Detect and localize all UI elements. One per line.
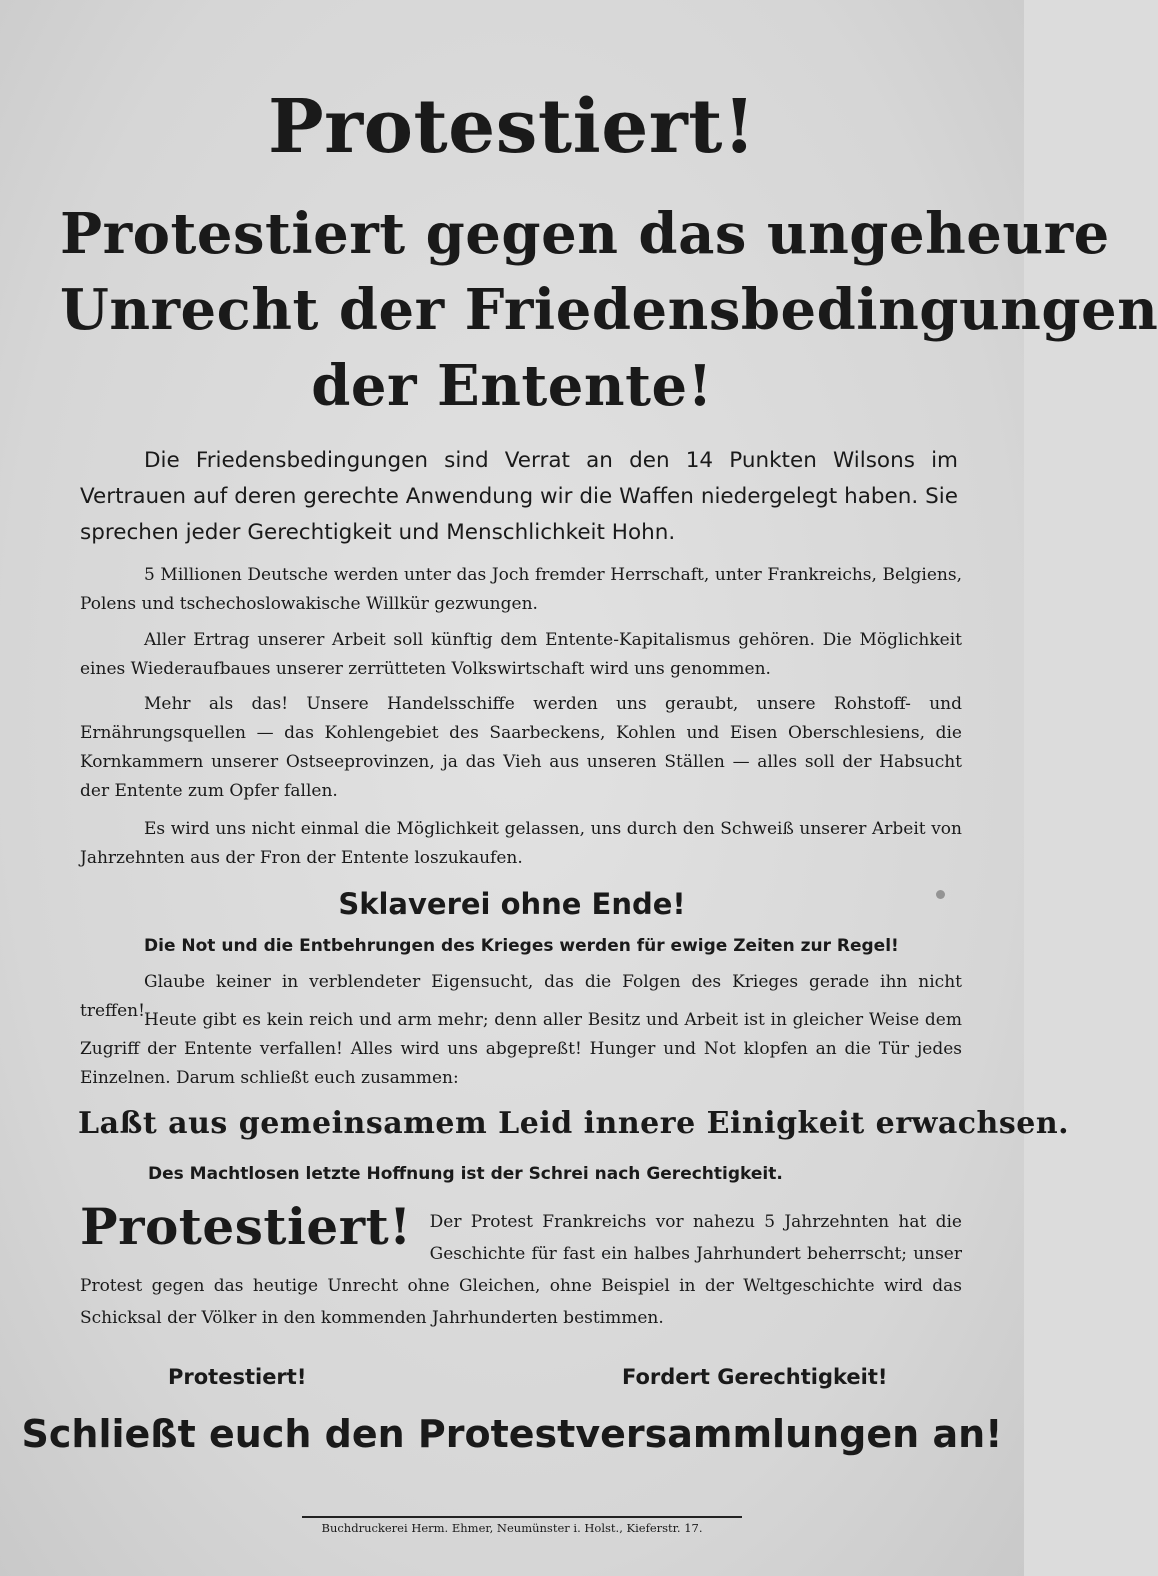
printer-line: Buchdruckerei Herm. Ehmer, Neumünster i. Holst., Kieferstr. 17. — [321, 1521, 703, 1535]
paragraph-2: Aller Ertrag unserer Arbeit soll künftig dem Entente-Kapitalismus gehören. Die Möglichkeit eines Wiederaufbaues unserer zerrütteten Volkswirtschaft wird uns genommen. — [80, 630, 962, 679]
headline — [60, 196, 1158, 424]
demand-left: Protestiert! — [168, 1365, 307, 1389]
protest-text: Der Protest Frankreichs vor nahezu 5 Jahrzehnten hat die Geschichte für fast ein halbes Jahrhundert beherrscht; unser Protest gegen das heutige Unrecht ohne Gleichen, ohne Beispiel in der Weltgeschichte wird das Schicksal der Völker in den kommenden Jahrhunderten bestimmen. — [80, 1212, 962, 1328]
line-2: Glaube keiner in verblendeter Eigensucht, das die Folgen des Krieges gerade ihn nicht treffen! — [80, 972, 962, 1021]
poster-title: Protestiert! — [268, 84, 756, 170]
line-1: Die Not und die Entbehrungen des Krieges werden für ewige Zeiten zur Regel! — [144, 936, 899, 956]
protest-big: Protestiert! — [80, 1197, 412, 1256]
footer-rule — [302, 1516, 742, 1518]
subheading: Sklaverei ohne Ende! — [338, 887, 686, 921]
unity-call: Laßt aus gemeinsamem Leid innere Einigkeit erwachsen. — [78, 1106, 1070, 1141]
headline-line-3: der Entente! — [311, 353, 713, 419]
line-3: Heute gibt es kein reich und arm mehr; denn aller Besitz und Arbeit ist in gleicher Weise dem Zugriff der Entente verfallen! Alles wird uns abgepreßt! Hunger und Not klopfen an die Tür jedes Einzelnen. Darum schließt euch zusammen: — [80, 1010, 962, 1088]
paper-speck — [936, 890, 945, 899]
paragraph-1: 5 Millionen Deutsche werden unter das Joch fremder Herrschaft, unter Frankreichs, Belgiens, Polens und tschechoslowakische Willkür gezwungen. — [80, 565, 962, 614]
paragraph-3: Mehr als das! Unsere Handelsschiffe werden uns geraubt, unsere Rohstoff- und Ernährungsquellen — das Kohlengebiet des Saarbeckens, Kohlen und Eisen Oberschlesiens, die Kornkammern unserer Ostseeprovinzen, ja das Vieh aus unseren Ställen — alles soll der Habsucht der Entente zum Opfer fallen. — [80, 694, 962, 801]
paragraph-4: Es wird uns nicht einmal die Möglichkeit gelassen, uns durch den Schweiß unserer Arbeit von Jahrzehnten aus der Fron der Entente loszukaufen. — [80, 819, 962, 868]
headline-line-2: Unrecht der Friedensbedingungen — [60, 277, 1158, 343]
protest-block — [80, 1197, 962, 1334]
demand-right: Fordert Gerechtigkeit! — [622, 1365, 888, 1389]
final-call: Schließt euch den Protestversammlungen an! — [21, 1412, 1003, 1456]
headline-line-1: Protestiert gegen das ungeheure — [60, 201, 1110, 267]
hope-line: Des Machtlosen letzte Hoffnung ist der Schrei nach Gerechtigkeit. — [148, 1164, 783, 1184]
lead-paragraph: Die Friedensbedingungen sind Verrat an den 14 Punkten Wilsons im Vertrauen auf deren gerechte Anwendung wir die Waffen niedergelegt haben. Sie sprechen jeder Gerechtigkeit und Menschlichkeit Hohn. — [80, 448, 958, 545]
